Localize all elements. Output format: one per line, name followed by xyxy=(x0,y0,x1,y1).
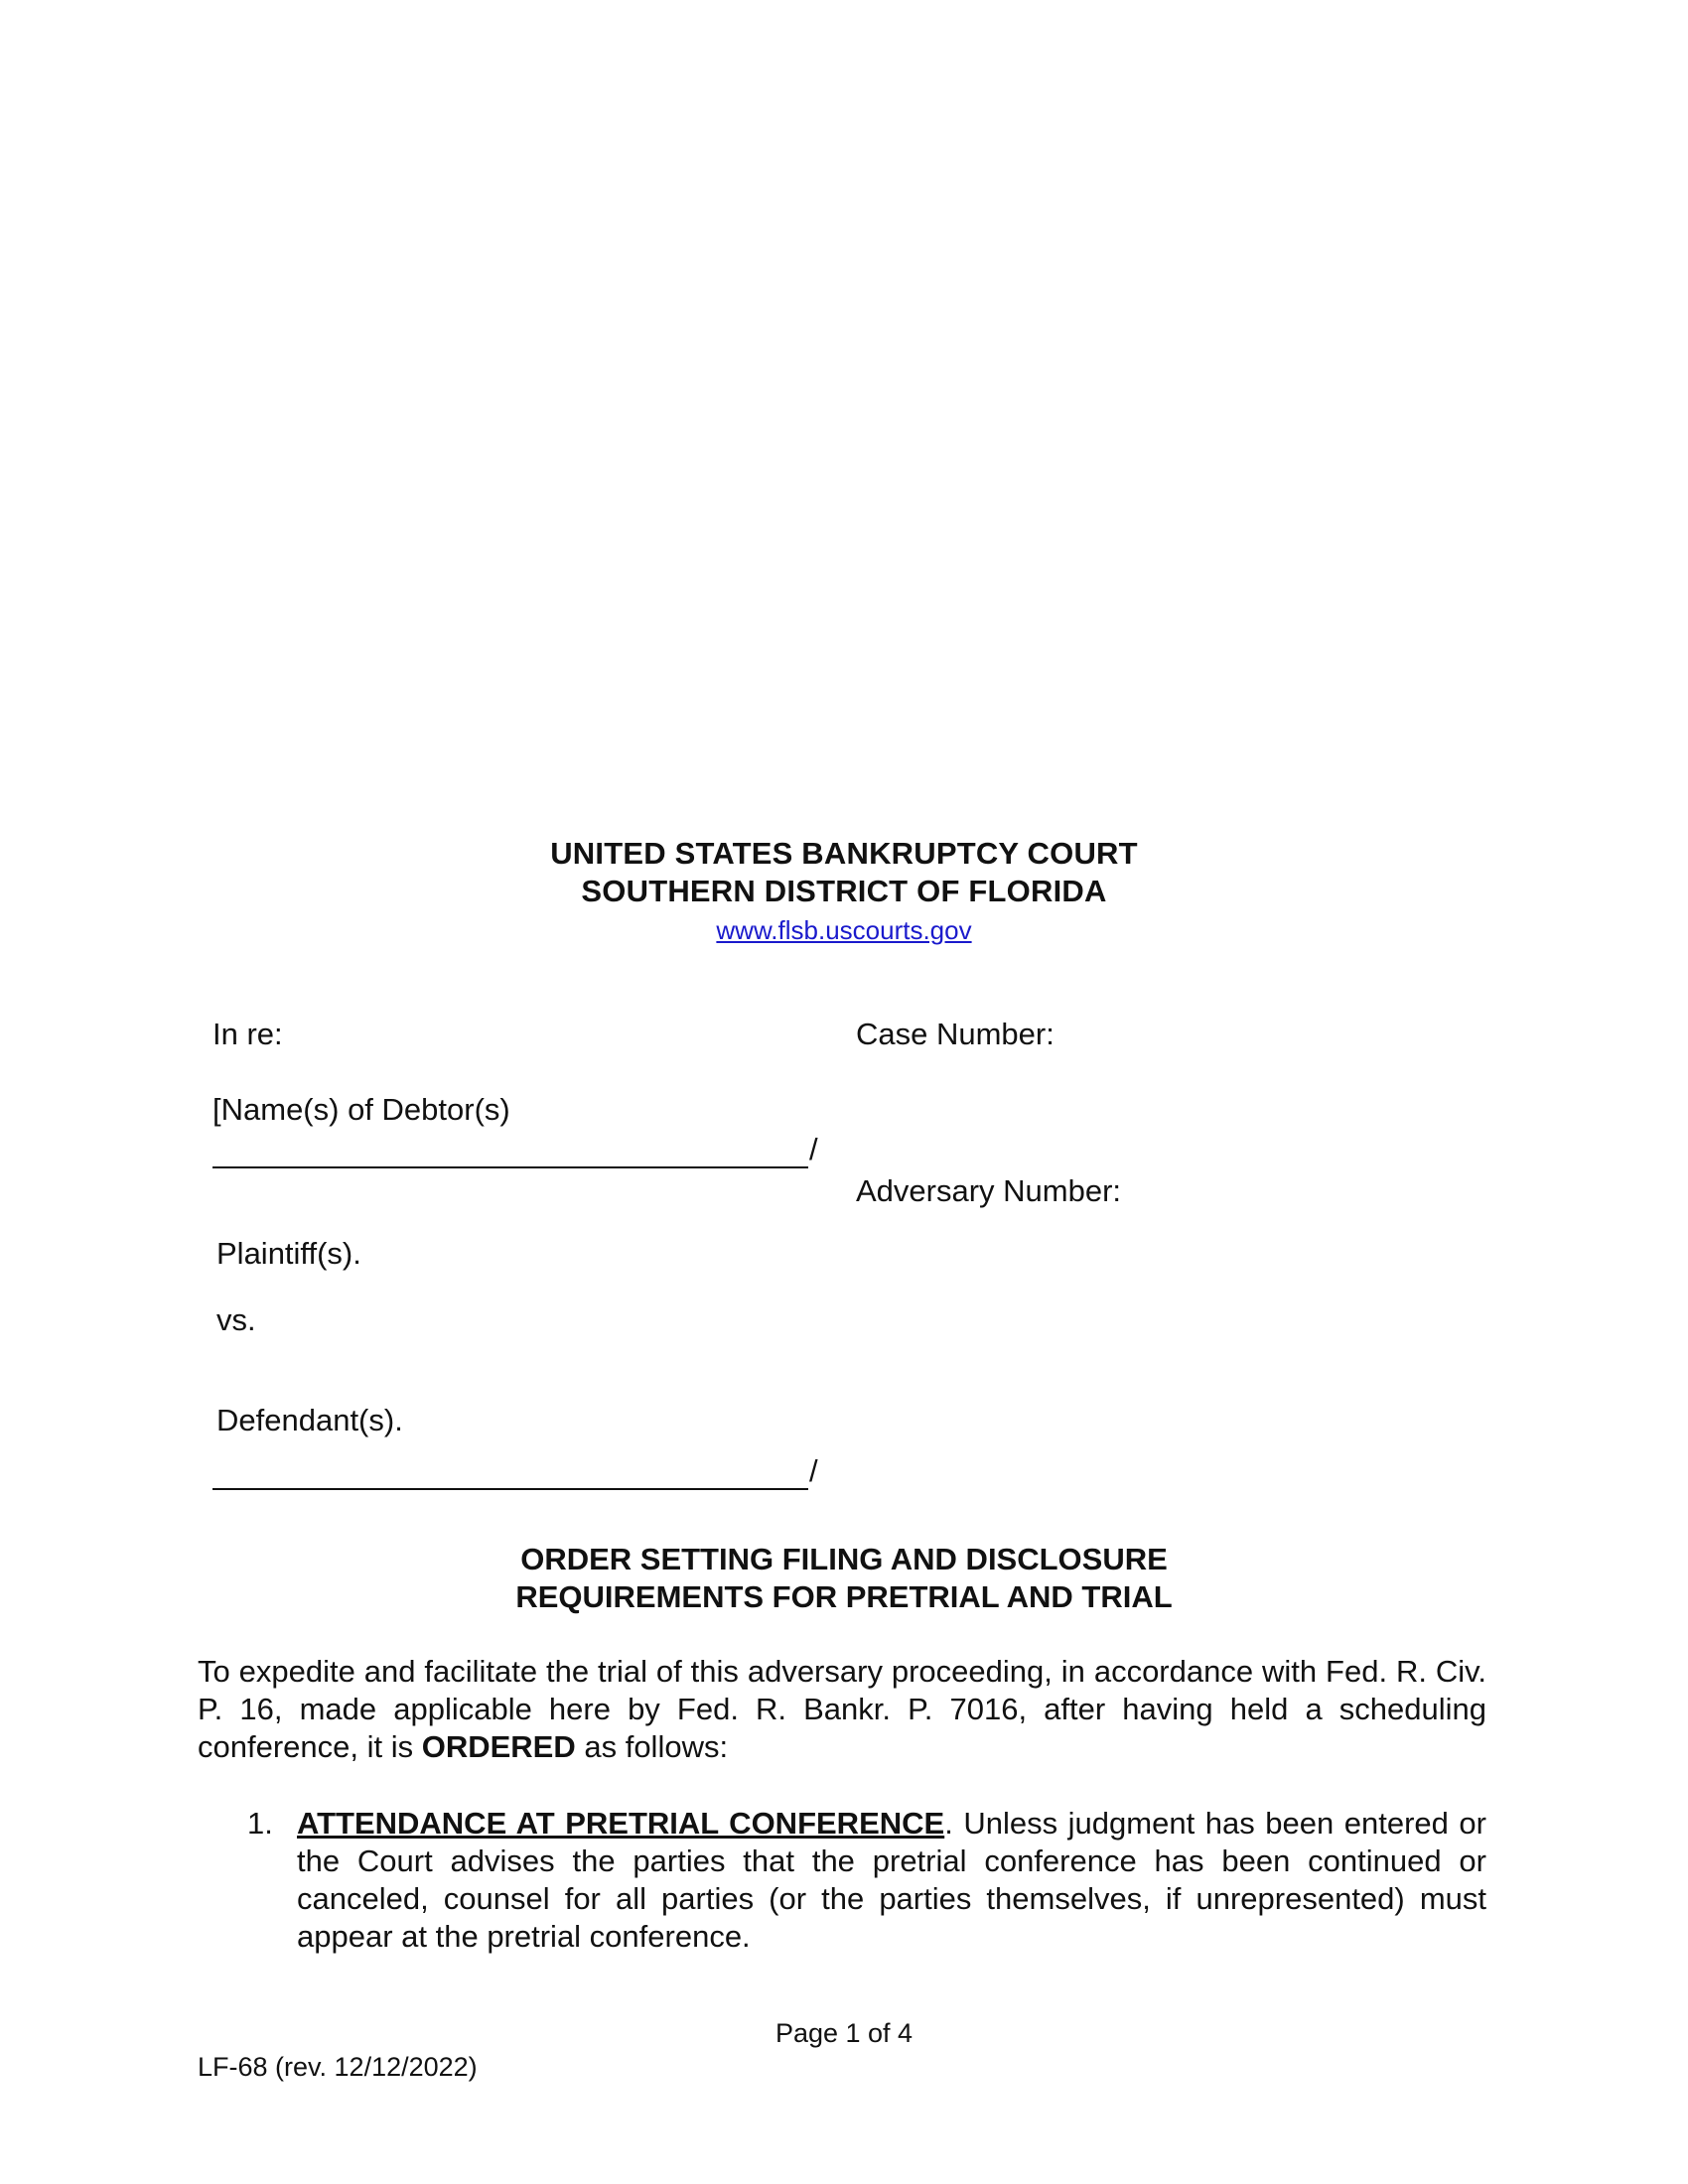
page-number: Page 1 of 4 xyxy=(774,2018,914,2048)
court-website-link[interactable]: www.flsb.uscourts.gov xyxy=(716,915,972,945)
defendant-line-slash: / xyxy=(809,1453,818,1488)
versus-label: vs. xyxy=(216,1302,256,1337)
intro-paragraph xyxy=(198,1653,1486,1766)
court-name: UNITED STATES BANKRUPTCY COURT xyxy=(550,836,1138,871)
adversary-number-label: Adversary Number: xyxy=(856,1173,1122,1208)
item-heading: ATTENDANCE AT PRETRIAL CONFERENCE xyxy=(297,1806,945,1841)
form-identifier: LF-68 (rev. 12/12/2022) xyxy=(198,2052,478,2082)
defendants-label: Defendant(s). xyxy=(216,1403,403,1437)
plaintiffs-label: Plaintiff(s). xyxy=(216,1236,361,1271)
debtor-signature-line xyxy=(212,1166,808,1168)
item-attendance-at-pretrial xyxy=(297,1805,1486,1956)
order-title-line2: REQUIREMENTS FOR PRETRIAL AND TRIAL xyxy=(515,1579,1173,1614)
item-number: 1. xyxy=(247,1806,273,1841)
defendant-signature-line xyxy=(212,1488,808,1490)
case-number-label: Case Number: xyxy=(856,1017,1055,1051)
debtor-line-slash: / xyxy=(809,1132,818,1166)
debtor-name-placeholder: [Name(s) of Debtor(s) xyxy=(212,1092,510,1127)
ordered-emphasis: ORDERED xyxy=(421,1729,576,1764)
court-district: SOUTHERN DISTRICT OF FLORIDA xyxy=(581,874,1107,908)
order-title-line1: ORDER SETTING FILING AND DISCLOSURE xyxy=(520,1542,1168,1576)
item-body: . Unless judgment has been entered or the Court advises the parties that the pretrial conference has been continued or canceled, counsel for all parties (or the parties themselves, if unrepresented) must appear at the pretrial conference. xyxy=(297,1806,1486,1954)
intro-text-part1: To expedite and facilitate the trial of this adversary proceeding, in accordance with Fed. R. Civ. P. 16, made applicable here by Fed. R. Bankr. P. 7016, after having held a scheduling conference, it is xyxy=(198,1654,1486,1764)
in-re-label: In re: xyxy=(212,1017,283,1051)
intro-text-part2: as follows: xyxy=(575,1729,729,1764)
